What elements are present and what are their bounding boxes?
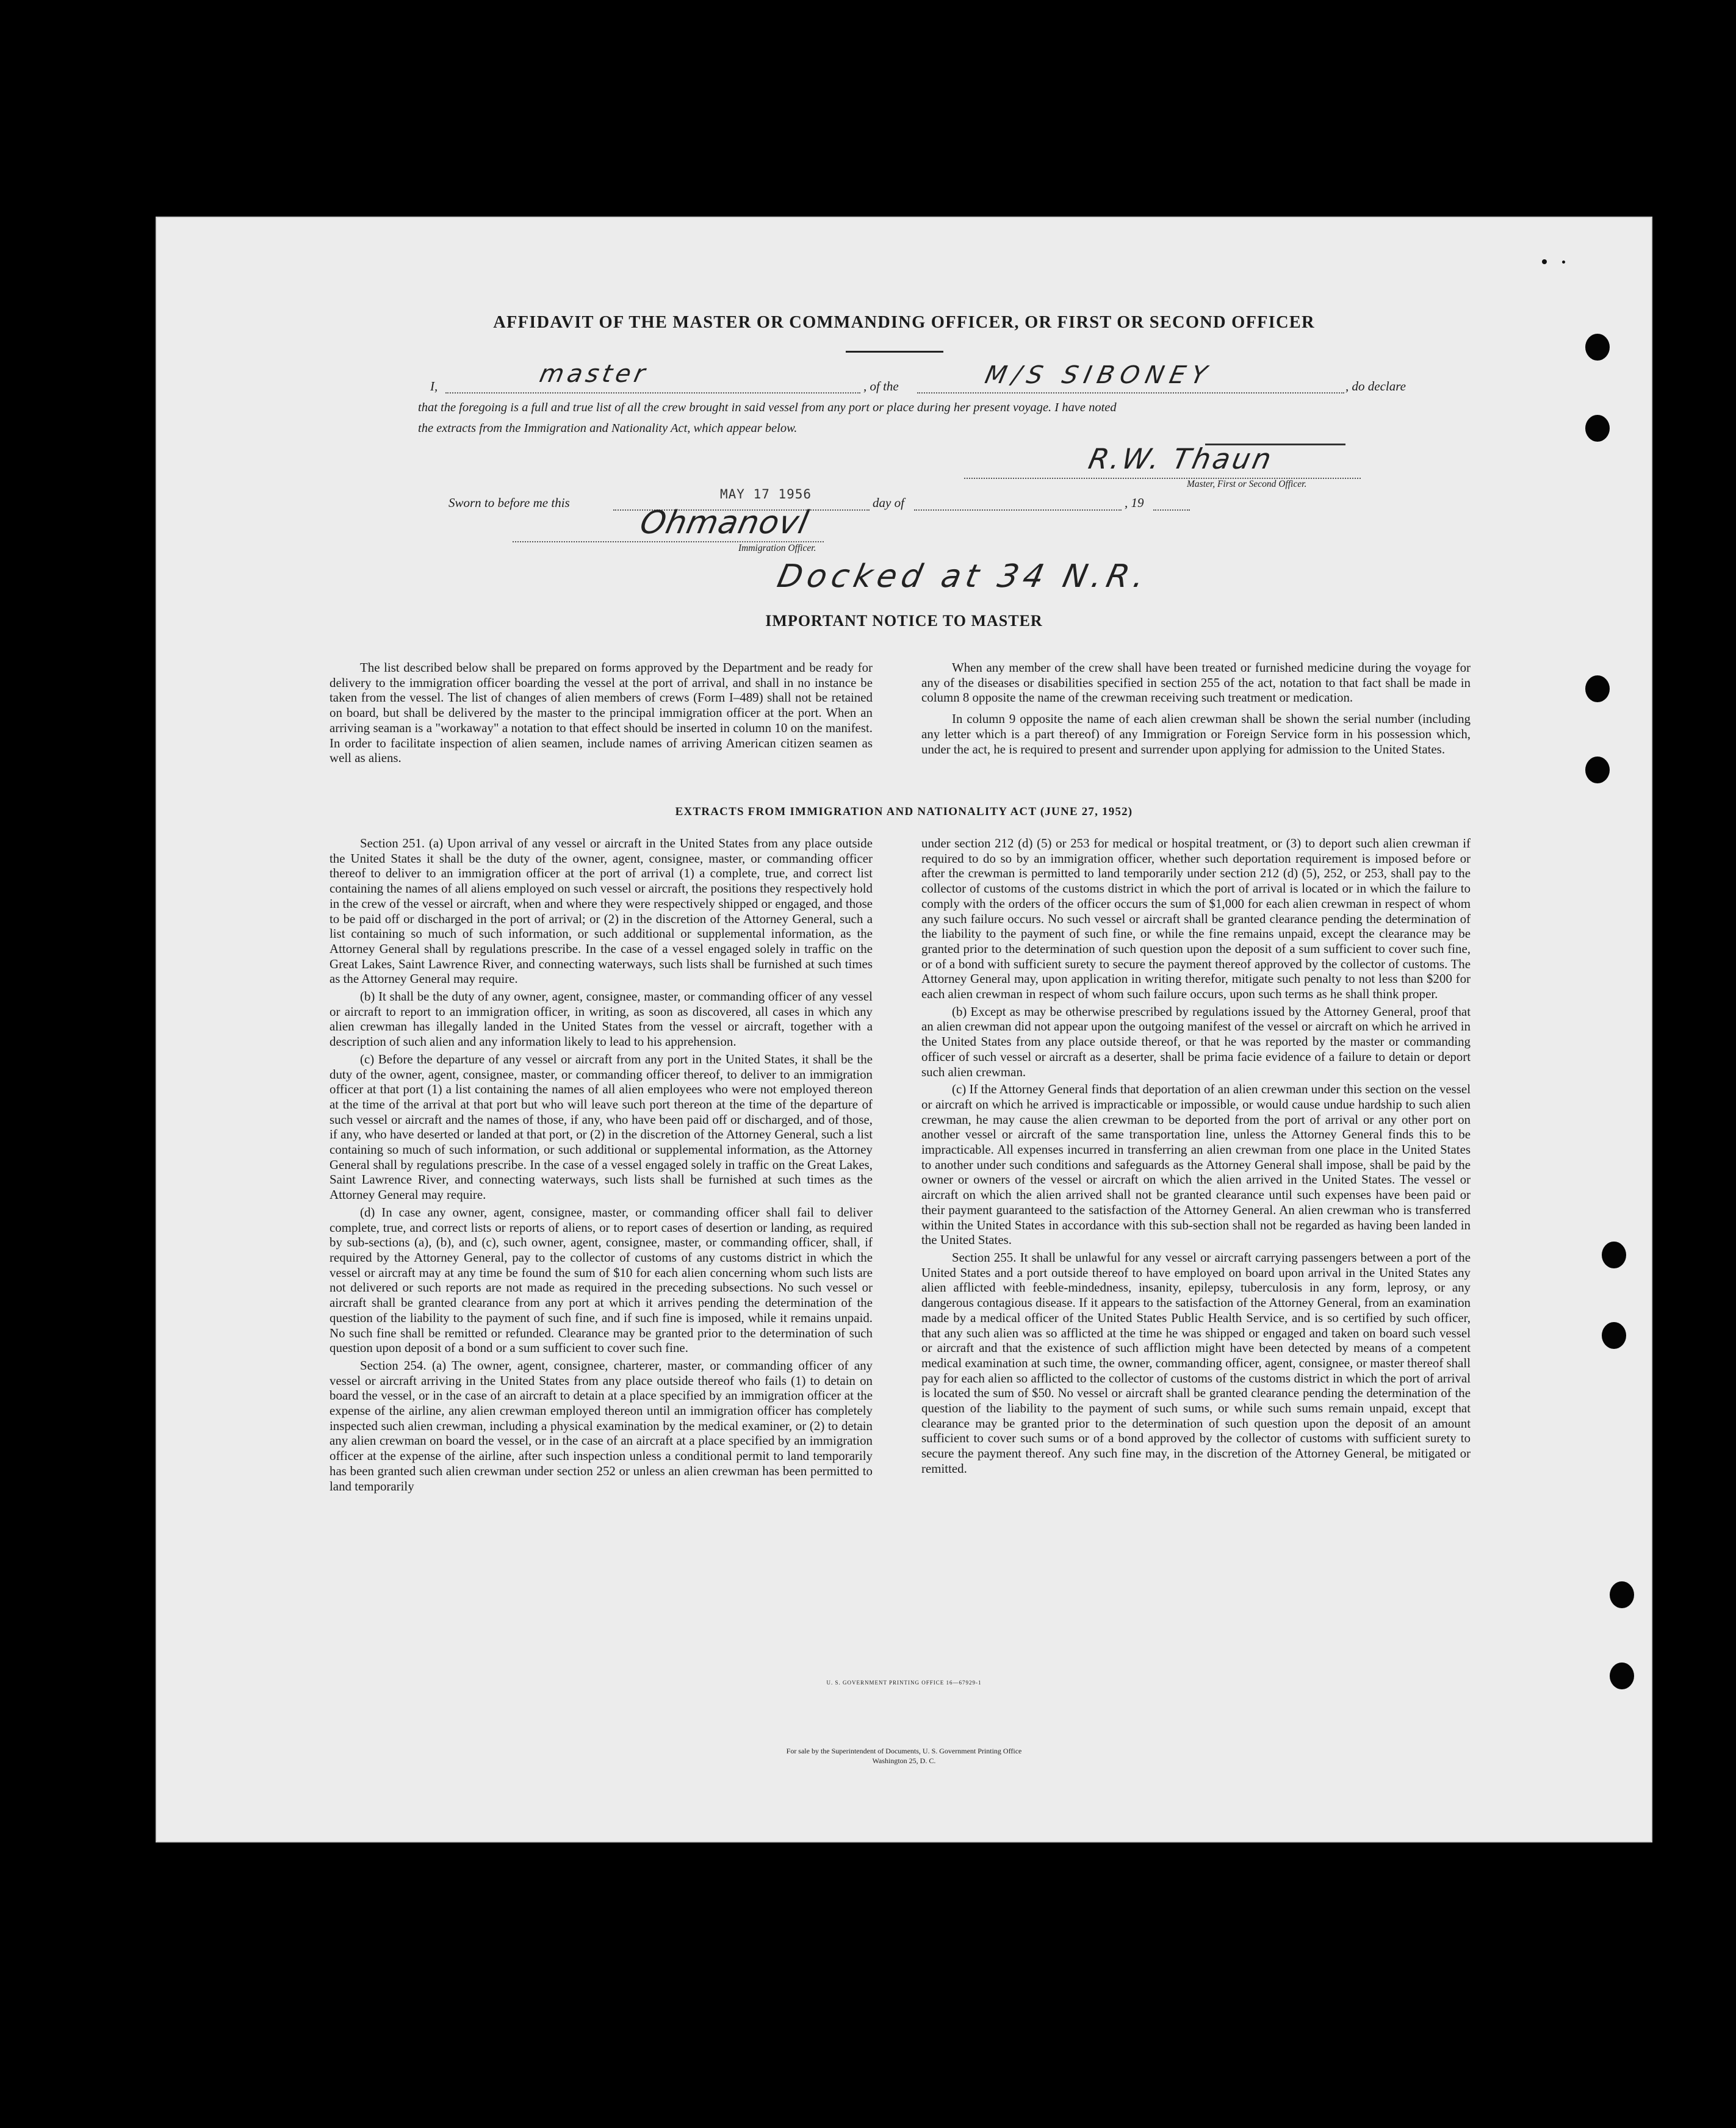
notice-paragraph: When any member of the crew shall have been treated or furnished medicine during the voyage for any of the diseases or disabilities specified in section 255 of the act, notation to that fact shall be made in column 8 opposite the name of the crewman receiving such treatment or medication. — [921, 660, 1471, 705]
extracts-right-column — [921, 836, 1471, 1476]
sworn-label: Sworn to before me this — [448, 495, 570, 510]
extract-paragraph: (c) Before the departure of any vessel or aircraft from any port in the United States, it shall be the duty of the owner, agent, consignee, master, or commanding officer thereof, to deliver to an immigration officer at that port (1) a list containing the names of all alien employees who were not employed thereon at the time of the arrival at that port but who will leave such port thereon at the time of the departure of such vessel or aircraft and the names of those, if any, who have been paid off or discharged, and of those, if any, who have deserted or landed at that port, or (2) in the discretion of the Attorney General, such a list containing so much of such information, or such additional or supplemental information, as the Attorney General shall by regulations prescribe. In the case of a vessel engaged solely in traffic on the Great Lakes, Saint Lawrence River, and connecting waterways, such lists shall be furnished at such times as the Attorney General may require. — [330, 1051, 873, 1202]
title-rule — [846, 351, 943, 353]
immigration-rule — [513, 541, 824, 542]
speck — [1542, 259, 1547, 264]
extract-paragraph: (c) If the Attorney General finds that deportation of an alien crewman under this section on the vessel or aircraft on which he arrived is impracticable or impossible, or would cause undue hardship to such alien crewman, he may cause the alien crewman to be deported from the port of arrival or any other port on another vessel or aircraft of the same transportation line, unless the Attorney General finds this to be impracticable. All expenses incurred in transferring an alien crewman from one place in the United States to another under such conditions and safeguards as the Attorney General shall impose, shall be paid by the owner or owners of the vessel or aircraft on which the alien arrived in the United States. The vessel or aircraft on which the alien arrived shall not be granted clearance until such expenses have been paid or their payment guaranteed to the satisfaction of the Attorney General. An alien crewman who is transferred within the United States in accordance with this sub-section shall not be regarded as having been landed in the United States. — [921, 1082, 1471, 1248]
of-the-label: , of the — [863, 379, 899, 394]
punch-hole — [1585, 334, 1610, 361]
immigration-caption: Immigration Officer. — [738, 543, 816, 553]
name-line — [445, 392, 860, 394]
punch-hole — [1585, 415, 1610, 442]
statement-line-1: that the foregoing is a full and true list of all the crew brought in said vessel from any port or place during her present voyage. I have noted — [418, 401, 1117, 414]
page-title: AFFIDAVIT OF THE MASTER OR COMMANDING OFFICER, OR FIRST OR SECOND OFFICER — [493, 313, 1315, 332]
extract-paragraph: (b) Except as may be otherwise prescribed by regulations issued by the Attorney General, proof that an alien crewman did not appear upon the outgoing manifest of the vessel or aircraft on which he arrived in the United States from any place outside thereof, or that he was reported by the master or commanding officer of such vessel or aircraft as a deserter, shall be prima facie evidence of a failure to detain or deport such alien crewman. — [921, 1004, 1471, 1079]
printing-office-line: U. S. GOVERNMENT PRINTING OFFICE 16—67929-1 — [826, 1680, 982, 1686]
month-line — [914, 509, 1122, 511]
extracts-heading: EXTRACTS FROM IMMIGRATION AND NATIONALITY ACT (JUNE 27, 1952) — [675, 805, 1133, 818]
docked-note: Docked at 34 N.R. — [774, 558, 1153, 595]
punch-hole — [1602, 1322, 1626, 1349]
officer-caption: Master, First or Second Officer. — [1187, 479, 1307, 489]
statement-line-2: the extracts from the Immigration and Nationality Act, which appear below. — [418, 422, 798, 435]
punch-hole — [1610, 1581, 1634, 1608]
notice-paragraph: The list described below shall be prepared on forms approved by the Department and be ready for delivery to the immigration officer boarding the vessel at the port of arrival, and shall in no instance be taken from the vessel. The list of changes of alien members of crews (Form I–489) shall not be retained on board, but shall be delivered by the master to the principal immigration officer at the port. When an arriving seaman is a "workaway" a notation to that effect should be inserted in column 10 on the manifest. In order to facilitate inspection of alien seamen, include names of arriving American citizen seamen as well as aliens. — [330, 660, 873, 766]
notice-right-column — [921, 660, 1471, 757]
sale-line-1: For sale by the Superintendent of Documents, U. S. Government Printing Office — [786, 1747, 1022, 1755]
name-handwriting: master — [537, 360, 651, 388]
day-of-label: day of — [873, 495, 904, 510]
extract-paragraph: under section 212 (d) (5) or 253 for medical or hospital treatment, or (3) to deport such alien crewman if required to do so by an immigration officer, whether such deportation requirement is imposed before or after the crewman is permitted to land temporarily under section 212 (d) (5), 252, or 253, shall pay to the collector of customs of the customs district in which the port of arrival is located or in which the failure to comply with the orders of the officer occurs the sum of $1,000 for each alien crewman in respect of whom any such failure occurs. No such vessel or aircraft shall be granted clearance pending the determination of the liability to the payment of such fine, or while the fine remains unpaid, except the clearance may be granted prior to the determination of such question upon the deposit of a sum sufficient to cover such fine, or of a bond with sufficient surety to secure the payment thereof approved by the collector of customs. The Attorney General may, upon application in writing therefor, mitigate such penalty to not less than $200 for each alien crewman in respect of whom such failure occurs, upon such terms as he shall think proper. — [921, 836, 1471, 1002]
year-label: , 19 — [1125, 495, 1144, 510]
notice-paragraph: In column 9 opposite the name of each alien crewman shall be shown the serial number (including any letter which is a part thereof) of any Immigration or Foreign Service form in his possession which, under the act, he is required to present and surrender upon applying for admission to the United States. — [921, 711, 1471, 757]
punch-hole — [1585, 757, 1610, 783]
vessel-line — [917, 392, 1344, 394]
extract-paragraph: Section 255. It shall be unlawful for any vessel or aircraft carrying passengers between a port of the United States and a port outside thereof to have employed on board upon arrival in the United States any alien afflicted with feeble-mindedness, insanity, epilepsy, tuberculosis in any form, leprosy, or any dangerous contagious disease. If it appears to the satisfaction of the Attorney General, from an examination made by a medical officer of the United States Public Health Service, and is so certified by such officer, that any such alien was so afflicted at the time he was shipped or engaged and taken on board such vessel or aircraft and that the existence of such affliction might have been detected by means of a competent medical examination at such time, the owner, commanding officer, agent, consignee, or master thereof shall pay for each alien so afflicted to the collector of customs of the customs district in which the port of arrival is located the sum of $50. No vessel or aircraft shall be granted clearance pending the determination of the question of the liability to the payment of such sums, or while such sums remain unpaid, except that clearance may be granted prior to the determination of such question upon the deposit of an amount sufficient to cover such sums or of a bond approved by the collector of customs with sufficient surety to secure the payment thereof. Any such fine may, in the discretion of the Attorney General, be mitigated or remitted. — [921, 1249, 1471, 1476]
sale-line-2: Washington 25, D. C. — [872, 1756, 936, 1765]
vessel-handwriting: M/S SIBONEY — [982, 361, 1216, 389]
notice-heading: IMPORTANT NOTICE TO MASTER — [765, 612, 1043, 630]
extract-paragraph: Section 251. (a) Upon arrival of any vessel or aircraft in the United States from any place outside the United States it shall be the duty of the owner, agent, consignee, master, or commanding officer thereof to deliver to an immigration officer at the port of arrival (1) a complete, true, and correct list containing the names of all aliens employed on such vessel or aircraft, the positions they respectively hold in the crew of the vessel or aircraft, when and where they were respectively shipped or engaged, and those to be paid off or discharged in the port of arrival; or (2) in the discretion of the Attorney General, such a list containing so much of such information, or such additional or supplemental information, as the Attorney General shall by regulations prescribe. In the case of a vessel engaged solely in traffic on the Great Lakes, Saint Lawrence River, and connecting waterways, such lists shall be furnished at such times as the Attorney General may require. — [330, 836, 873, 987]
immigration-signature: Ohmanovl — [636, 505, 812, 541]
officer-signature: R.W. Thaun — [1086, 442, 1277, 475]
notice-left-column — [330, 660, 873, 766]
punch-hole — [1602, 1242, 1626, 1268]
punch-hole — [1585, 675, 1610, 702]
date-stamp: MAY 17 1956 — [720, 487, 812, 501]
extract-paragraph: (b) It shall be the duty of any owner, agent, consignee, master, or commanding officer of any vessel or aircraft to report to an immigration officer, in writing, as soon as discovered, all cases in which any alien crewman has illegally landed in the United States from the vessel or aircraft, together with a description of such alien and any information likely to lead to his apprehension. — [330, 989, 873, 1049]
extract-paragraph: Section 254. (a) The owner, agent, consignee, charterer, master, or commanding officer of any vessel or aircraft arriving in the United States from any place outside thereof who fails (1) to detain on board the vessel, or in the case of an aircraft to detain at a place specified by an immigration officer at the expense of the airline, any alien crewman employed thereon until an immigration officer has completely inspected such alien crewman, including a physical examination by the medical examiner, or (2) to detain any alien crewman on board the vessel, or in the case of an aircraft at a place specified by an immigration officer at the expense of the airline, after such inspection unless a conditional permit to land temporarily has been granted such alien crewman under section 252 or unless an alien crewman has been permitted to land temporarily — [330, 1357, 873, 1494]
speck — [1562, 261, 1565, 264]
year-line — [1153, 509, 1190, 511]
extracts-left-column — [330, 836, 873, 1494]
i-label: I, — [430, 379, 438, 394]
extract-paragraph: (d) In case any owner, agent, consignee, master, or commanding officer shall fail to deliver complete, true, and correct lists or reports of aliens, or to report cases of desertion or landing, as required by sub-sections (a), (b), and (c), such owner, agent, consignee, master, or commanding officer, shall, if required by the Attorney General, pay to the collector of customs of any customs district in which the vessel or aircraft may at any time be found the sum of $10 for each alien concerning whom such lists are not delivered or such reports are not made as required in the preceding subsections. No such vessel or aircraft shall be granted clearance from any port at which it arrives pending the determination of the question of the liability to the payment of such fine, and if such fine is imposed, while it remains unpaid. No such fine shall be remitted or refunded. Clearance may be granted prior to the determination of such question upon deposit of a bond or a sum sufficient to cover such fine. — [330, 1204, 873, 1356]
do-declare-label: , do declare — [1345, 379, 1406, 394]
document-page — [156, 217, 1652, 1842]
